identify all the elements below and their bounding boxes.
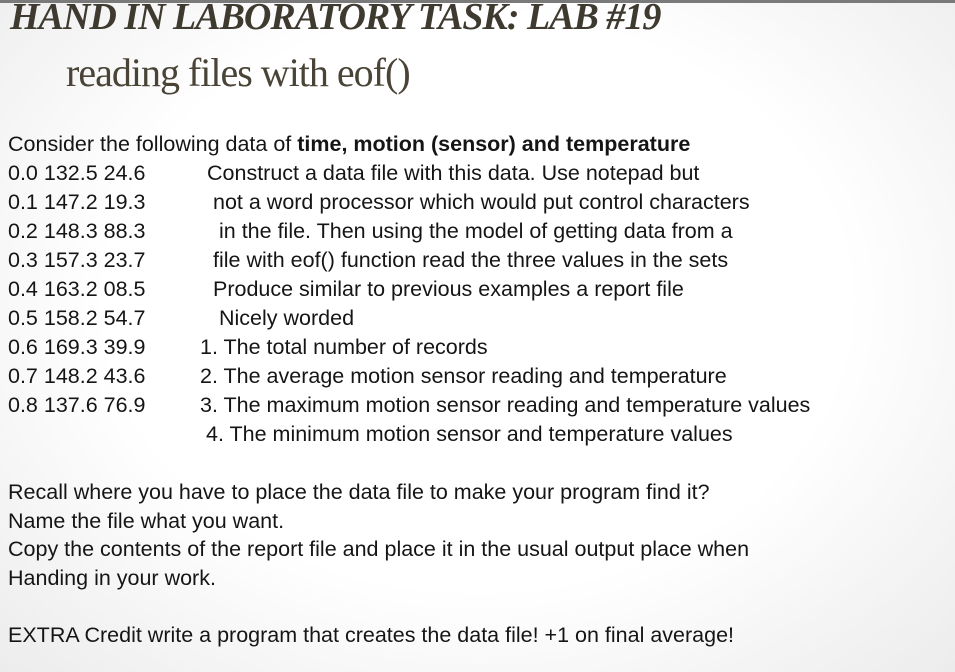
data-row: 0.5 158.2 54.7	[8, 306, 146, 330]
requirement-item: 3. The maximum motion sensor reading and temperature values	[200, 393, 811, 417]
requirement-item: 4. The minimum motion sensor and temperature values	[206, 422, 733, 446]
data-row: 0.1 147.2 19.3	[8, 190, 146, 214]
requirement-item: 1. The total number of records	[200, 335, 488, 359]
data-row: 0.2 148.3 88.3	[8, 219, 146, 243]
intro-bold-phrase: time, motion (sensor) and temperature	[297, 132, 691, 156]
instruction-line: in the file. Then using the model of getting data from a	[219, 219, 733, 243]
intro-prefix: Consider the following data of	[8, 132, 298, 156]
instruction-line: Construct a data file with this data. Use notepad but	[207, 161, 700, 185]
data-row: 0.3 157.3 23.7	[8, 248, 146, 272]
data-row: 0.4 163.2 08.5	[8, 277, 146, 301]
instruction-line: file with eof() function read the three values in the sets	[213, 248, 729, 272]
data-row: 0.6 169.3 39.9	[8, 335, 146, 359]
instruction-line: not a word processor which would put control characters	[213, 190, 750, 214]
instruction-line: Nicely worded	[219, 306, 355, 330]
requirement-item: 2. The average motion sensor reading and temperature	[200, 364, 727, 388]
data-row: 0.7 148.2 43.6	[8, 364, 146, 388]
intro-sentence	[8, 130, 690, 159]
slide-subtitle: reading files with eof()	[66, 50, 410, 95]
extra-credit-note: EXTRA Credit write a program that creates the data file! +1 on final average!	[8, 623, 735, 647]
slide-title: HAND IN LABORATORY TASK: LAB #19	[10, 0, 661, 38]
recall-line: Handing in your work.	[8, 566, 216, 590]
recall-line: Name the file what you want.	[8, 509, 285, 533]
data-row: 0.8 137.6 76.9	[8, 393, 146, 417]
data-row: 0.0 132.5 24.6	[8, 161, 146, 185]
data-values-list	[8, 159, 145, 420]
recall-line: Copy the contents of the report file and place it in the usual output place when	[8, 537, 750, 561]
instruction-line: Produce similar to previous examples a report file	[213, 277, 684, 301]
recall-line: Recall where you have to place the data file to make your program find it?	[8, 480, 710, 504]
